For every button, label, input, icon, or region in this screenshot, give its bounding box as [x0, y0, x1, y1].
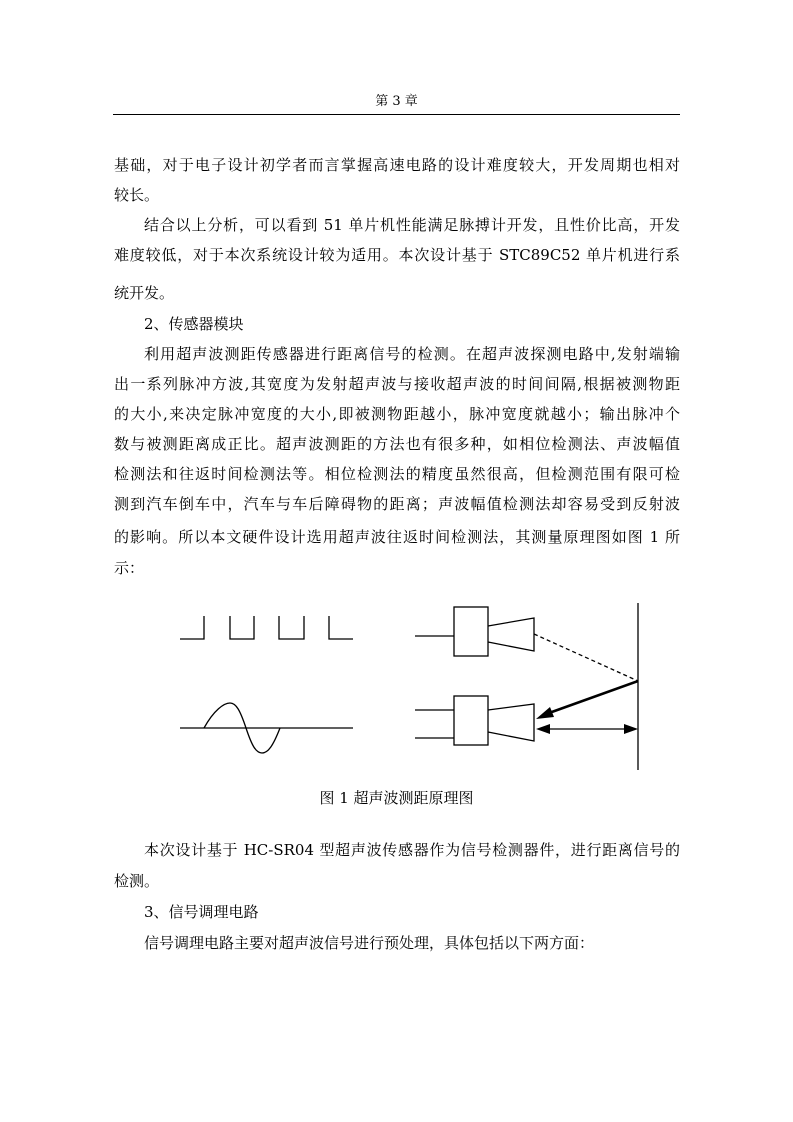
emitted-wave [534, 634, 638, 681]
body-line: 利用超声波测距传感器进行距离信号的检测。在超声波探测电路中,发射端输 [144, 345, 680, 363]
body-line: 较长。 [114, 186, 160, 204]
chapter-header: 第 3 章 [375, 94, 418, 109]
body-line: 统开发。 [114, 284, 175, 302]
body-line: 的大小,来决定脉冲宽度的大小,即被测物距越小，脉冲宽度就越小；输出脉冲个 [114, 405, 680, 423]
body-line: 测到汽车倒车中，汽车与车后障碍物的距离；声波幅值检测法却容易受到反射波 [114, 495, 680, 513]
body-line: 结合以上分析，可以看到 51 单片机性能满足脉搏计开发，且性价比高，开发 [144, 216, 680, 234]
transmitter-horn [488, 618, 534, 651]
receiver-horn [488, 704, 534, 741]
body-line: 检测。 [114, 872, 160, 890]
distance-arrowhead-left [536, 724, 550, 734]
body-line: 基础，对于电子设计初学者而言掌握高速电路的设计难度较大，开发周期也相对 [114, 156, 680, 174]
distance-arrowhead-right [624, 724, 638, 734]
figure-caption: 图 1 超声波测距原理图 [319, 789, 474, 807]
header-rule [113, 114, 680, 115]
section-heading: 3、信号调理电路 [144, 903, 259, 921]
body-line: 难度较低，对于本次系统设计较为适用。本次设计基于 STC89C52 单片机进行系 [114, 246, 680, 264]
body-line: 信号调理电路主要对超声波信号进行预处理，具体包括以下两方面： [144, 934, 595, 952]
diagram-svg [170, 598, 650, 774]
body-line: 数与被测距离成正比。超声波测距的方法也有很多种，如相位检测法、声波幅值 [114, 435, 680, 453]
reflected-wave [549, 681, 638, 713]
body-line: 本次设计基于 HC-SR04 型超声波传感器作为信号检测器件，进行距离信号的 [144, 841, 680, 859]
body-line: 的影响。所以本文硬件设计选用超声波往返时间检测法，其测量原理图如图 1 所 [114, 528, 680, 546]
transmitter-block [454, 607, 488, 656]
receiver-block [454, 696, 488, 745]
body-line: 出一系列脉冲方波,其宽度为发射超声波与接收超声波的时间间隔,根据被测物距 [114, 375, 680, 393]
pulse-train [180, 616, 353, 639]
body-line: 示： [114, 559, 145, 577]
body-line: 检测法和往返时间检测法等。相位检测法的精度虽然很高，但检测范围有限可检 [114, 465, 680, 483]
reflected-arrowhead [536, 707, 554, 719]
section-heading: 2、传感器模块 [144, 315, 244, 333]
ultrasonic-principle-diagram [170, 598, 650, 778]
